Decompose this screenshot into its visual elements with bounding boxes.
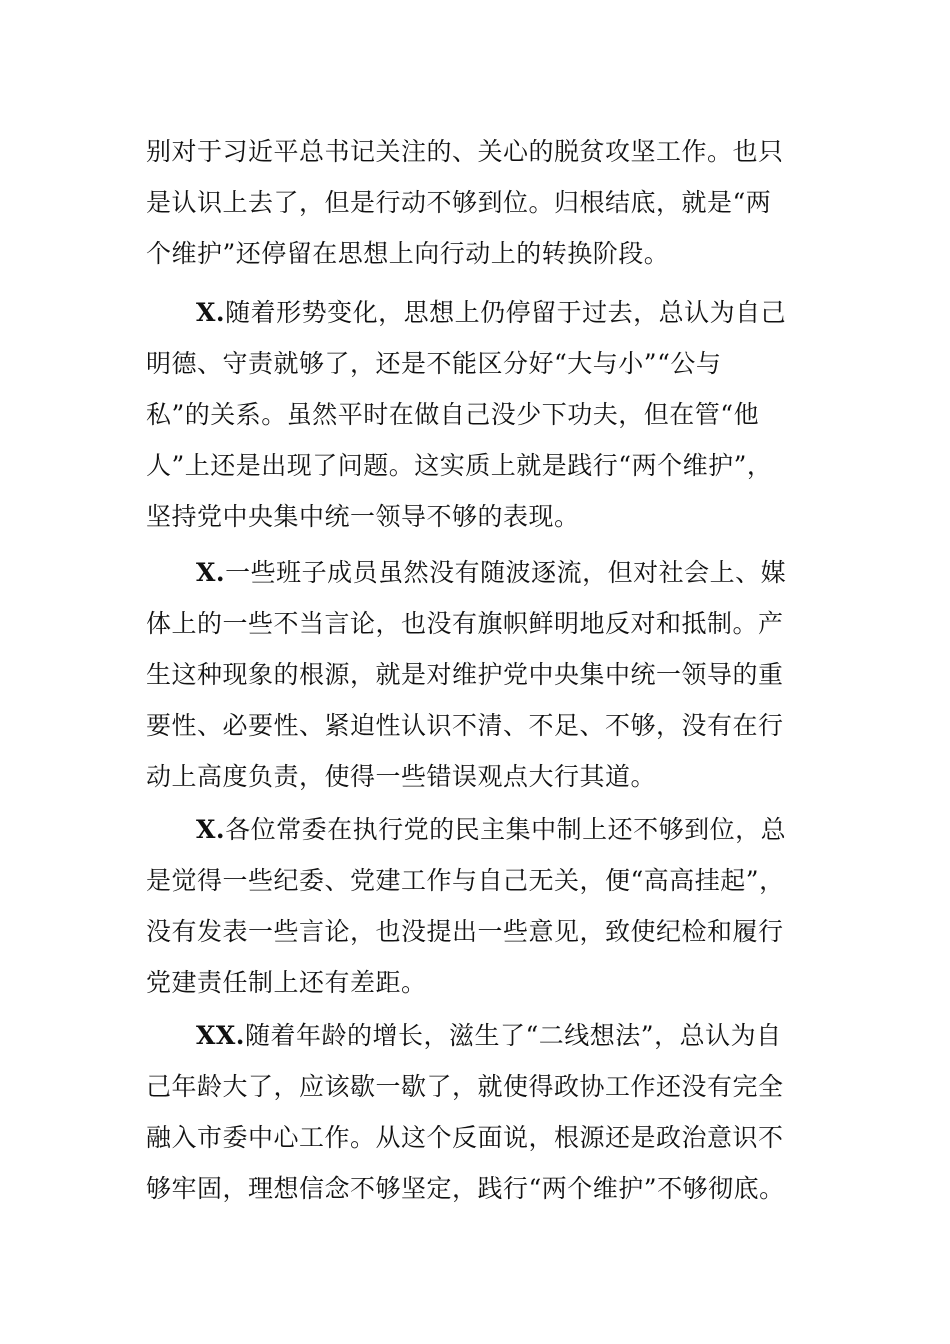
paragraph-line: 是觉得一些纪委、党建工作与自己无关，便“高高挂起”， bbox=[146, 866, 785, 895]
paragraph-line-text: 各位常委在执行党的民主集中制上还不够到位，总 bbox=[225, 815, 787, 844]
paragraph-line: 人”上还是出现了问题。这实质上就是践行“两个维护”， bbox=[146, 451, 773, 480]
paragraph-line: 够牢固，理想信念不够坚定，践行“两个维护”不够彻底。 bbox=[146, 1174, 785, 1203]
paragraph-line: 要性、必要性、紧迫性认识不清、不足、不够，没有在行 bbox=[146, 711, 784, 740]
paragraph-1 bbox=[146, 126, 784, 279]
paragraph-line: 坚持党中央集中统一领导不够的表现。 bbox=[146, 502, 580, 531]
paragraph-line: 私”的关系。虽然平时在做自己没少下功夫，但在管“他 bbox=[146, 400, 760, 429]
paragraph-number: X. bbox=[196, 558, 226, 587]
paragraph-line: 是认识上去了，但是行动不够到位。归根结底，就是“两 bbox=[146, 188, 772, 217]
paragraph-number: XX. bbox=[196, 1021, 245, 1050]
paragraph-line: 党建责任制上还有差距。 bbox=[146, 968, 427, 997]
paragraph-line: 没有发表一些言论，也没提出一些意见，致使纪检和履行 bbox=[146, 917, 784, 946]
paragraph-first-line bbox=[146, 1010, 785, 1061]
paragraph-first-line bbox=[146, 804, 786, 855]
paragraph-2 bbox=[146, 287, 786, 542]
paragraph-line-text: 随着形势变化，思想上仍停留于过去，总认为自己 bbox=[225, 298, 787, 327]
paragraph-first-line bbox=[146, 547, 786, 598]
paragraph-line: 融入市委中心工作。从这个反面说，根源还是政治意识不 bbox=[146, 1123, 784, 1152]
paragraph-line: 动上高度负责，使得一些错误观点大行其道。 bbox=[146, 762, 657, 791]
paragraph-3 bbox=[146, 547, 786, 802]
paragraph-line: 个维护”还停留在思想上向行动上的转换阶段。 bbox=[146, 239, 670, 268]
paragraph-line: 明德、守责就够了，还是不能区分好“大与小”“公与 bbox=[146, 349, 722, 378]
paragraph-line-text: 一些班子成员虽然没有随波逐流，但对社会上、媒 bbox=[225, 558, 787, 587]
paragraph-number: X. bbox=[196, 815, 226, 844]
paragraph-number: X. bbox=[196, 298, 226, 327]
paragraph-first-line bbox=[146, 287, 786, 338]
paragraph-line: 生这种现象的根源，就是对维护党中央集中统一领导的重 bbox=[146, 660, 784, 689]
paragraph-line: 别对于习近平总书记关注的、关心的脱贫攻坚工作。也只 bbox=[146, 137, 784, 166]
paragraph-line: 己年龄大了，应该歇一歇了，就使得政协工作还没有完全 bbox=[146, 1072, 784, 1101]
paragraph-4 bbox=[146, 804, 786, 1008]
paragraph-line: 体上的一些不当言论，也没有旗帜鲜明地反对和抵制。产 bbox=[146, 609, 784, 638]
paragraph-5 bbox=[146, 1010, 785, 1214]
paragraph-line-text: 随着年龄的增长，滋生了“二线想法”，总认为自 bbox=[245, 1021, 782, 1050]
